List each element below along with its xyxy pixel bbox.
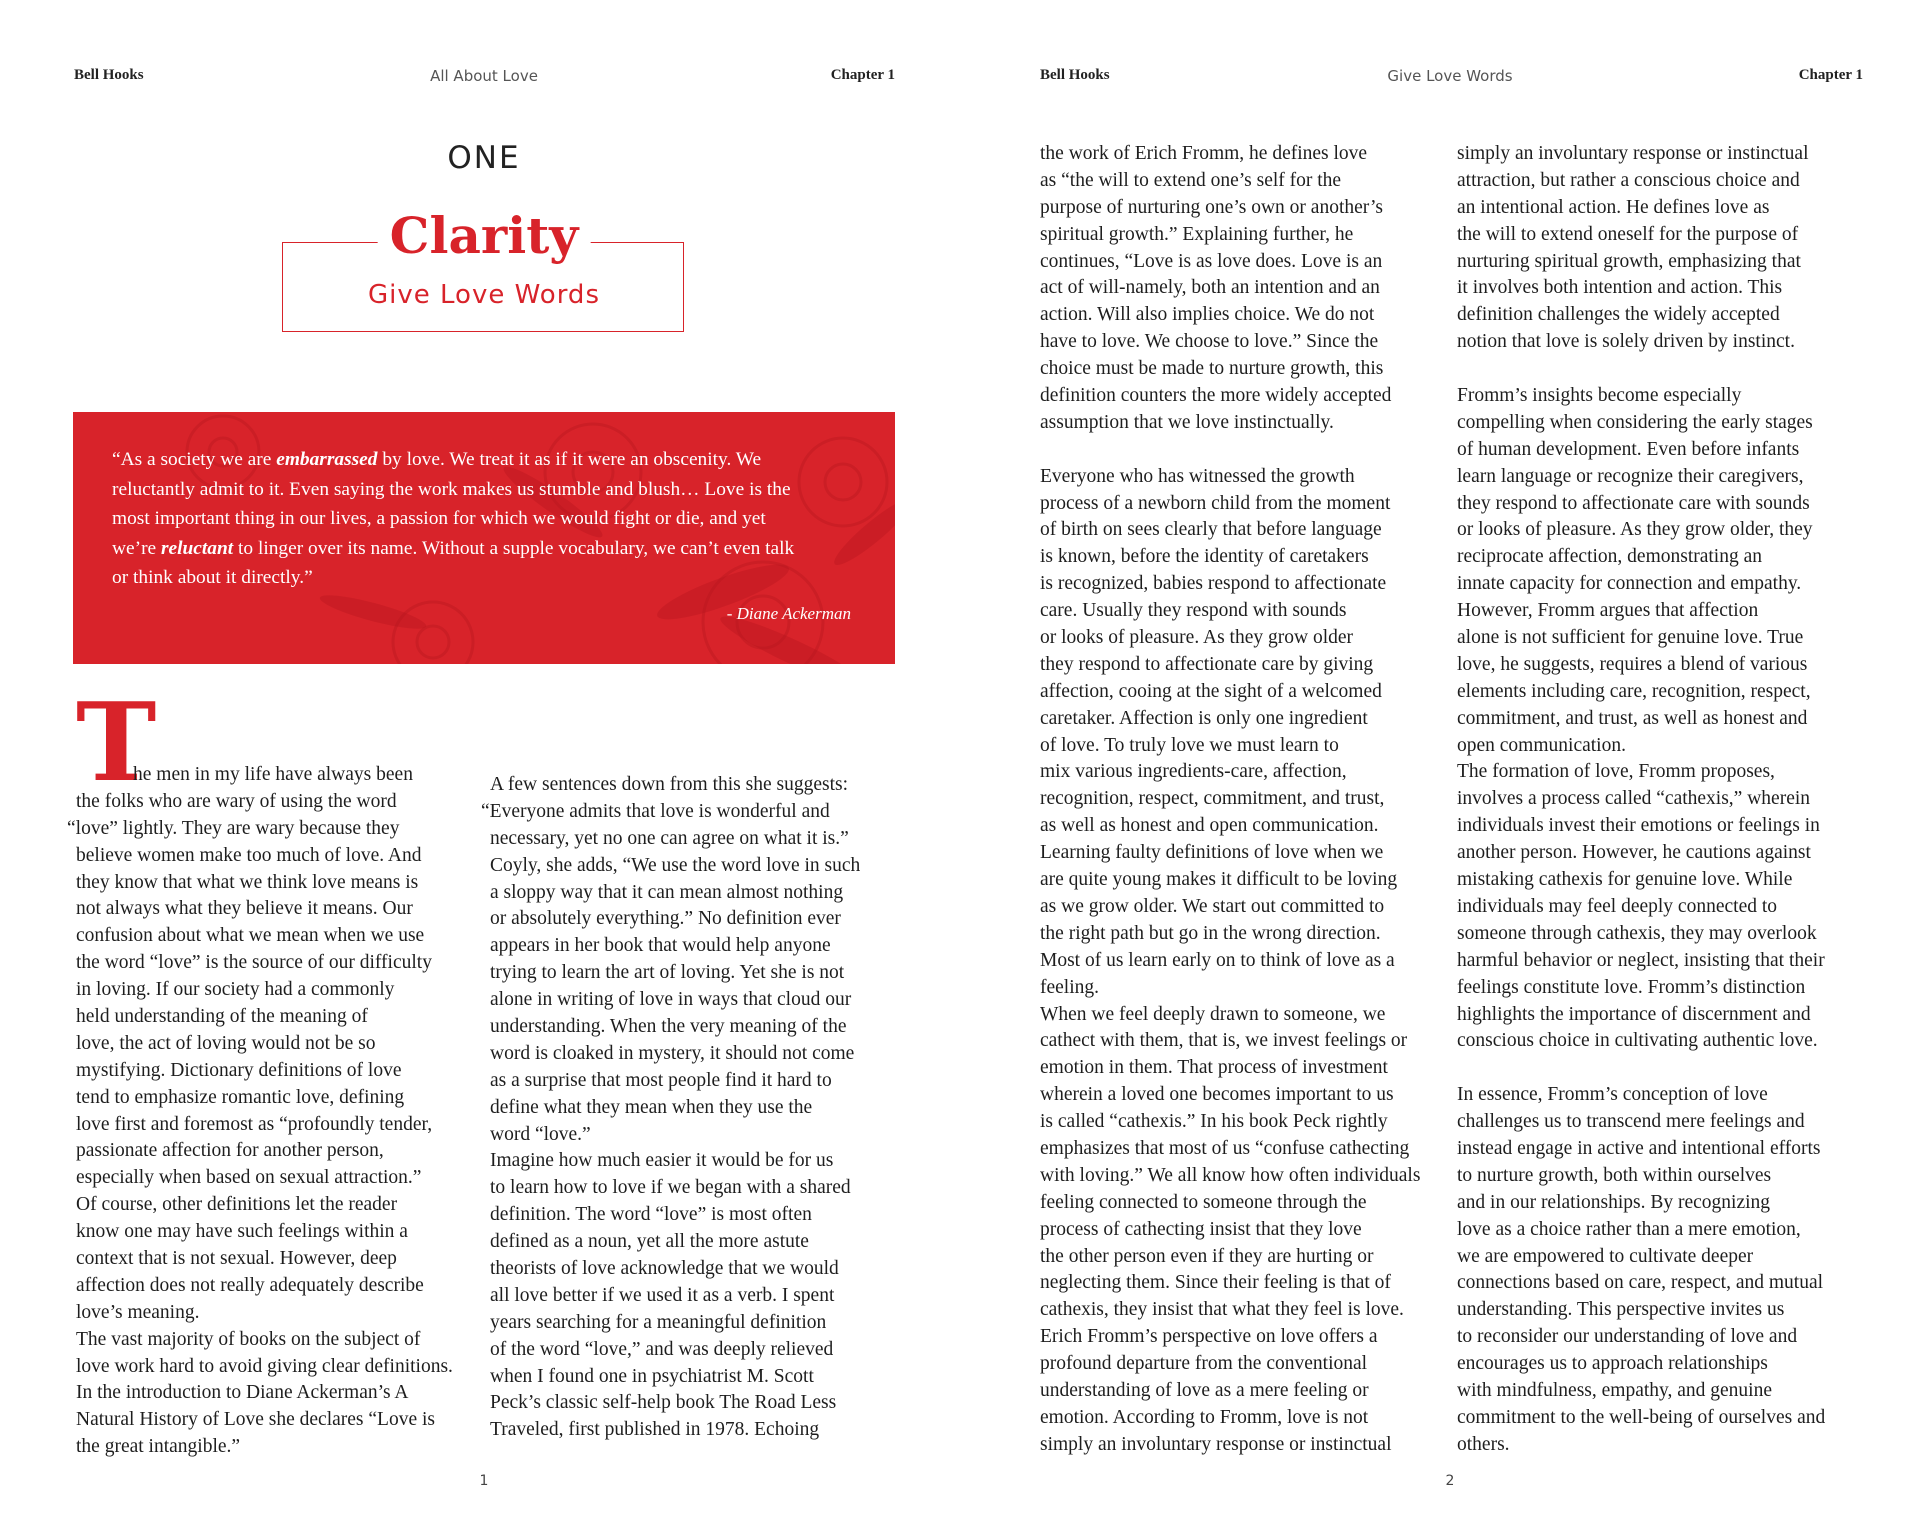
text-line: with mindfulness, empathy, and genuine bbox=[1457, 1379, 1773, 1401]
text-line: and in our relationships. By recognizing bbox=[1457, 1191, 1771, 1213]
text-line: the will to extend oneself for the purpose of bbox=[1457, 223, 1799, 245]
text-line: an intentional action. He defines love as bbox=[1457, 196, 1770, 218]
text-line: encourages us to approach relationships bbox=[1457, 1353, 1768, 1375]
text-line: or looks of pleasure. As they grow older, they bbox=[1457, 519, 1813, 541]
text-line: to reconsider our understanding of love and bbox=[1457, 1326, 1798, 1348]
text-line: caretaker. Affection is only one ingredient bbox=[1040, 707, 1368, 729]
text-line: Fromm’s insights become especially bbox=[1457, 385, 1742, 407]
text-line: simply an involuntary response or instinctual bbox=[1040, 1433, 1392, 1455]
text-line: attraction, but rather a conscious choice and bbox=[1457, 169, 1800, 191]
text-line: is called “cathexis.” In his book Peck rightly bbox=[1040, 1111, 1388, 1133]
text-line: profound departure from the conventional bbox=[1040, 1353, 1368, 1375]
text-line: challenges us to transcend mere feelings and bbox=[1457, 1111, 1805, 1133]
text-line: confusion about what we mean when we use bbox=[76, 925, 425, 947]
text-line: love as a choice rather than a mere emotion, bbox=[1457, 1218, 1801, 1240]
text-line bbox=[1457, 356, 1825, 383]
text-line: love first and foremost as “profoundly tender, bbox=[76, 1113, 433, 1135]
header-book-title: Give Love Words bbox=[1387, 67, 1513, 85]
text-line: as a surprise that most people find it hard to bbox=[490, 1069, 832, 1091]
text-line: involves a process called “cathexis,” wherein bbox=[1457, 788, 1811, 810]
text-line: theorists of love acknowledge that we would bbox=[490, 1258, 839, 1280]
text-line: not always what they believe it means. Our bbox=[76, 898, 413, 920]
text-line: believe women make too much of love. And bbox=[76, 844, 422, 866]
text-line: In essence, Fromm’s conception of love bbox=[1457, 1084, 1768, 1106]
header-author: Bell Hooks bbox=[1040, 67, 1110, 83]
text-line: understanding. When the very meaning of the bbox=[490, 1016, 847, 1038]
text-line: understanding of love as a mere feeling or bbox=[1040, 1379, 1369, 1401]
text-line: is recognized, babies respond to affectionate bbox=[1040, 573, 1387, 595]
right-page-column-2 bbox=[1457, 141, 1825, 1459]
text-line: the work of Erich Fromm, he defines love bbox=[1040, 143, 1368, 164]
text-line: feeling. bbox=[1040, 976, 1100, 998]
header-book-title: All About Love bbox=[430, 67, 538, 85]
text-line: cathect with them, that is, we invest feelings or bbox=[1040, 1030, 1408, 1052]
emphasis-word: reluctant bbox=[160, 537, 234, 559]
text-line: the folks who are wary of using the word bbox=[76, 790, 397, 812]
epigraph-attribution: - Diane Ackerman bbox=[726, 604, 851, 623]
text-line: individuals may feel deeply connected to bbox=[1457, 895, 1778, 917]
text-line: with loving.” We all know how often individuals bbox=[1040, 1164, 1421, 1186]
text-line: “Everyone admits that love is wonderful and bbox=[481, 800, 830, 822]
text-line: act of will-namely, both an intention and an bbox=[1040, 277, 1380, 299]
text-line: to learn how to love if we began with a shared bbox=[490, 1177, 851, 1199]
text-line: learn language or recognize their caregivers, bbox=[1457, 465, 1804, 487]
text-line: assumption that we love instinctually. bbox=[1040, 411, 1334, 433]
text-line: word is cloaked in mystery, it should not come bbox=[490, 1042, 855, 1064]
text-line: or looks of pleasure. As they grow older bbox=[1040, 627, 1354, 649]
text-line: especially when based on sexual attraction.” bbox=[76, 1167, 422, 1189]
text-line: purpose of nurturing one’s own or another’s bbox=[1040, 196, 1383, 218]
text-line: the right path but go in the wrong direction. bbox=[1040, 922, 1381, 944]
quote-line: or think about it directly.” bbox=[112, 567, 313, 588]
text-line: Peck’s classic self-help book The Road Less bbox=[490, 1392, 837, 1414]
text-line: passionate affection for another person, bbox=[76, 1140, 384, 1162]
text-line: mix various ingredients-care, affection, bbox=[1040, 761, 1347, 783]
text-line: When we feel deeply drawn to someone, we bbox=[1040, 1003, 1386, 1025]
text-line: love, he suggests, requires a blend of various bbox=[1457, 653, 1808, 675]
text-line: elements including care, recognition, respect, bbox=[1457, 680, 1811, 702]
text-line: Most of us learn early on to think of love as a bbox=[1040, 949, 1395, 971]
text-line: emotion in them. That process of investment bbox=[1040, 1057, 1388, 1079]
text-line: know one may have such feelings within a bbox=[76, 1221, 408, 1243]
text-line: affection, cooing at the sight of a welcomed bbox=[1040, 680, 1382, 702]
text-line: continues, “Love is as love does. Love is an bbox=[1040, 250, 1383, 272]
text-line: mistaking cathexis for genuine love. While bbox=[1457, 869, 1793, 891]
text-line: they know that what we think love means is bbox=[76, 871, 419, 893]
text-line: or absolutely everything.” No definition ever bbox=[490, 908, 841, 930]
text-line: love, the act of loving would not be so bbox=[76, 1032, 376, 1054]
text-line: when I found one in psychiatrist M. Scott bbox=[490, 1365, 814, 1387]
text-line: word “love.” bbox=[490, 1123, 591, 1145]
text-line: “love” lightly. They are wary because they bbox=[67, 817, 400, 839]
text-line: held understanding of the meaning of bbox=[76, 1006, 368, 1028]
text-line: cathexis, they insist that what they feel is love. bbox=[1040, 1299, 1404, 1321]
text-line: emphasizes that most of us “confuse cathecting bbox=[1040, 1137, 1410, 1159]
text-line: the word “love” is the source of our difficulty bbox=[76, 952, 432, 974]
text-line: of love. To truly love we must learn to bbox=[1040, 734, 1339, 756]
text-line: another person. However, he cautions against bbox=[1457, 842, 1811, 864]
text-line: wherein a loved one becomes important to us bbox=[1040, 1084, 1394, 1106]
text-line: In the introduction to Diane Ackerman’s A bbox=[76, 1382, 409, 1404]
text-line: recognition, respect, commitment, and trust, bbox=[1040, 788, 1385, 810]
text-line: reciprocate affection, demonstrating an bbox=[1457, 546, 1763, 568]
chapter-subtitle: Give Love Words bbox=[368, 280, 600, 310]
left-page-column-2 bbox=[481, 772, 861, 1444]
text-line bbox=[1040, 437, 1420, 464]
text-line: others. bbox=[1457, 1433, 1510, 1455]
text-line: years searching for a meaningful definition bbox=[490, 1311, 827, 1333]
drop-cap: T bbox=[76, 680, 157, 806]
text-line: have to love. We choose to love.” Since the bbox=[1040, 331, 1379, 353]
text-line: emotion. According to Fromm, love is not bbox=[1040, 1406, 1369, 1428]
text-line: A few sentences down from this she suggests: bbox=[490, 774, 848, 795]
text-line: love work hard to avoid giving clear definitions. bbox=[76, 1355, 453, 1377]
text-line: Imagine how much easier it would be for us bbox=[490, 1150, 834, 1172]
text-line: alone in writing of love in ways that cloud our bbox=[490, 989, 852, 1011]
text-line: as “the will to extend one’s self for the bbox=[1040, 169, 1342, 191]
text-line: Erich Fromm’s perspective on love offers a bbox=[1040, 1326, 1378, 1348]
text-line: instead engage in active and intentional efforts bbox=[1457, 1137, 1821, 1159]
text-line: affection does not really adequately describe bbox=[76, 1274, 424, 1296]
text-line: highlights the importance of discernment and bbox=[1457, 1003, 1811, 1025]
text-line: the great intangible.” bbox=[76, 1436, 241, 1458]
text-line: Traveled, first published in 1978. Echoing bbox=[490, 1419, 820, 1441]
text-line: appears in her book that would help anyone bbox=[490, 935, 831, 957]
text-line: of birth on sees clearly that before language bbox=[1040, 519, 1382, 541]
epigraph-text bbox=[112, 445, 854, 593]
text-line: defined as a noun, yet all the more astute bbox=[490, 1231, 809, 1253]
text-line: understanding. This perspective invites us bbox=[1457, 1299, 1785, 1321]
text-line: nurturing spiritual growth, emphasizing that bbox=[1457, 250, 1801, 272]
text-line: definition challenges the widely accepted bbox=[1457, 304, 1780, 326]
text-line: a sloppy way that it can mean almost nothing bbox=[490, 881, 844, 903]
text-line: as we grow older. We start out committed to bbox=[1040, 895, 1385, 917]
text-line: definition. The word “love” is most often bbox=[490, 1204, 812, 1226]
text-line: innate capacity for connection and empathy. bbox=[1457, 573, 1802, 595]
text-line: he men in my life have always been bbox=[133, 764, 413, 785]
page-number: 1 bbox=[479, 1473, 489, 1489]
chapter-title: Clarity bbox=[378, 208, 591, 264]
text-line: Coyly, she adds, “We use the word love in such bbox=[490, 854, 861, 876]
text-line: of the word “love,” and was deeply relieved bbox=[490, 1338, 834, 1360]
text-line: tend to emphasize romantic love, defining bbox=[76, 1086, 405, 1108]
text-line: process of cathecting insist that they love bbox=[1040, 1218, 1362, 1240]
text-line: love’s meaning. bbox=[76, 1301, 200, 1323]
epigraph-quote-box bbox=[73, 412, 895, 664]
quote-line: we’re reluctant to linger over its name. Without a supple vocabulary, we can’t even talk bbox=[112, 537, 795, 559]
text-line: process of a newborn child from the moment bbox=[1040, 492, 1391, 514]
text-line: the other person even if they are hurting or bbox=[1040, 1245, 1374, 1267]
text-line: connections based on care, respect, and mutual bbox=[1457, 1272, 1824, 1294]
text-line: care. Usually they respond with sounds bbox=[1040, 600, 1347, 622]
text-line: neglecting them. Since their feeling is that of bbox=[1040, 1272, 1391, 1294]
text-line: action. Will also implies choice. We do not bbox=[1040, 304, 1375, 326]
text-line: spiritual growth.” Explaining further, he bbox=[1040, 223, 1354, 245]
text-line: definition counters the more widely accepted bbox=[1040, 385, 1392, 407]
text-line: they respond to affectionate care with sounds bbox=[1457, 492, 1810, 514]
text-line: feeling connected to someone through the bbox=[1040, 1191, 1367, 1213]
text-line: Learning faulty definitions of love when we bbox=[1040, 842, 1384, 864]
quote-line: reluctantly admit to it. Even saying the work makes us stumble and blush… Love is the bbox=[112, 478, 791, 500]
text-line bbox=[1457, 1055, 1825, 1082]
text-line: open communication. bbox=[1457, 734, 1626, 756]
quote-line: most important thing in our lives, a passion for which we would fight or die, and yet bbox=[112, 508, 766, 529]
text-line: as well as honest and open communication. bbox=[1040, 815, 1379, 837]
text-line: harmful behavior or neglect, insisting that their bbox=[1457, 949, 1825, 971]
text-line: context that is not sexual. However, deep bbox=[76, 1248, 397, 1270]
text-line: individuals invest their emotions or feelings in bbox=[1457, 815, 1820, 837]
text-line: we are empowered to cultivate deeper bbox=[1457, 1245, 1754, 1267]
text-line: compelling when considering the early stages bbox=[1457, 411, 1813, 433]
text-line: all love better if we used it as a verb. I spent bbox=[490, 1284, 835, 1306]
text-line: to nurture growth, both within ourselves bbox=[1457, 1164, 1772, 1186]
text-line: commitment, and trust, as well as honest and bbox=[1457, 707, 1808, 729]
text-line: it involves both intention and action. This bbox=[1457, 277, 1783, 299]
text-line: alone is not sufficient for genuine love. True bbox=[1457, 627, 1804, 649]
text-line: commitment to the well-being of ourselves and bbox=[1457, 1406, 1826, 1428]
text-line: Of course, other definitions let the reader bbox=[76, 1194, 398, 1216]
right-page-column-1 bbox=[1040, 141, 1420, 1459]
text-line: The formation of love, Fromm proposes, bbox=[1457, 761, 1775, 783]
text-line: choice must be made to nurture growth, this bbox=[1040, 358, 1384, 380]
text-line: notion that love is solely driven by instinct. bbox=[1457, 331, 1795, 353]
header-author: Bell Hooks bbox=[74, 67, 144, 83]
header-chapter: Chapter 1 bbox=[1798, 67, 1863, 83]
quote-line: “As a society we are embarrassed by love. We treat it as if it were an obscenity. We bbox=[112, 449, 762, 470]
text-line: feelings constitute love. Fromm’s distinction bbox=[1457, 976, 1806, 998]
text-line: of human development. Even before infants bbox=[1457, 438, 1800, 460]
text-line: define what they mean when they use the bbox=[490, 1096, 813, 1118]
header-chapter: Chapter 1 bbox=[830, 67, 895, 83]
text-line: conscious choice in cultivating authentic love. bbox=[1457, 1030, 1818, 1052]
text-line: they respond to affectionate care by giving bbox=[1040, 653, 1374, 675]
text-line: are quite young makes it difficult to be loving bbox=[1040, 869, 1398, 891]
text-line: simply an involuntary response or instinctual bbox=[1457, 143, 1809, 164]
text-line: Natural History of Love she declares “Love is bbox=[76, 1409, 435, 1431]
text-line: trying to learn the art of loving. Yet she is not bbox=[490, 962, 845, 984]
text-line: someone through cathexis, they may overlook bbox=[1457, 922, 1817, 944]
text-line: in loving. If our society had a commonly bbox=[76, 979, 395, 1001]
text-line: The vast majority of books on the subject of bbox=[76, 1328, 421, 1350]
left-page-column-1 bbox=[67, 762, 453, 1461]
page-number: 2 bbox=[1445, 1473, 1455, 1489]
chapter-number: ONE bbox=[447, 140, 521, 176]
emphasis-word: embarrassed bbox=[276, 449, 378, 470]
text-line: is known, before the identity of caretakers bbox=[1040, 546, 1369, 568]
text-line: necessary, yet no one can agree on what it is.” bbox=[490, 827, 849, 849]
text-line: Everyone who has witnessed the growth bbox=[1040, 465, 1355, 487]
text-line: However, Fromm argues that affection bbox=[1457, 600, 1759, 622]
text-line: mystifying. Dictionary definitions of love bbox=[76, 1059, 402, 1081]
